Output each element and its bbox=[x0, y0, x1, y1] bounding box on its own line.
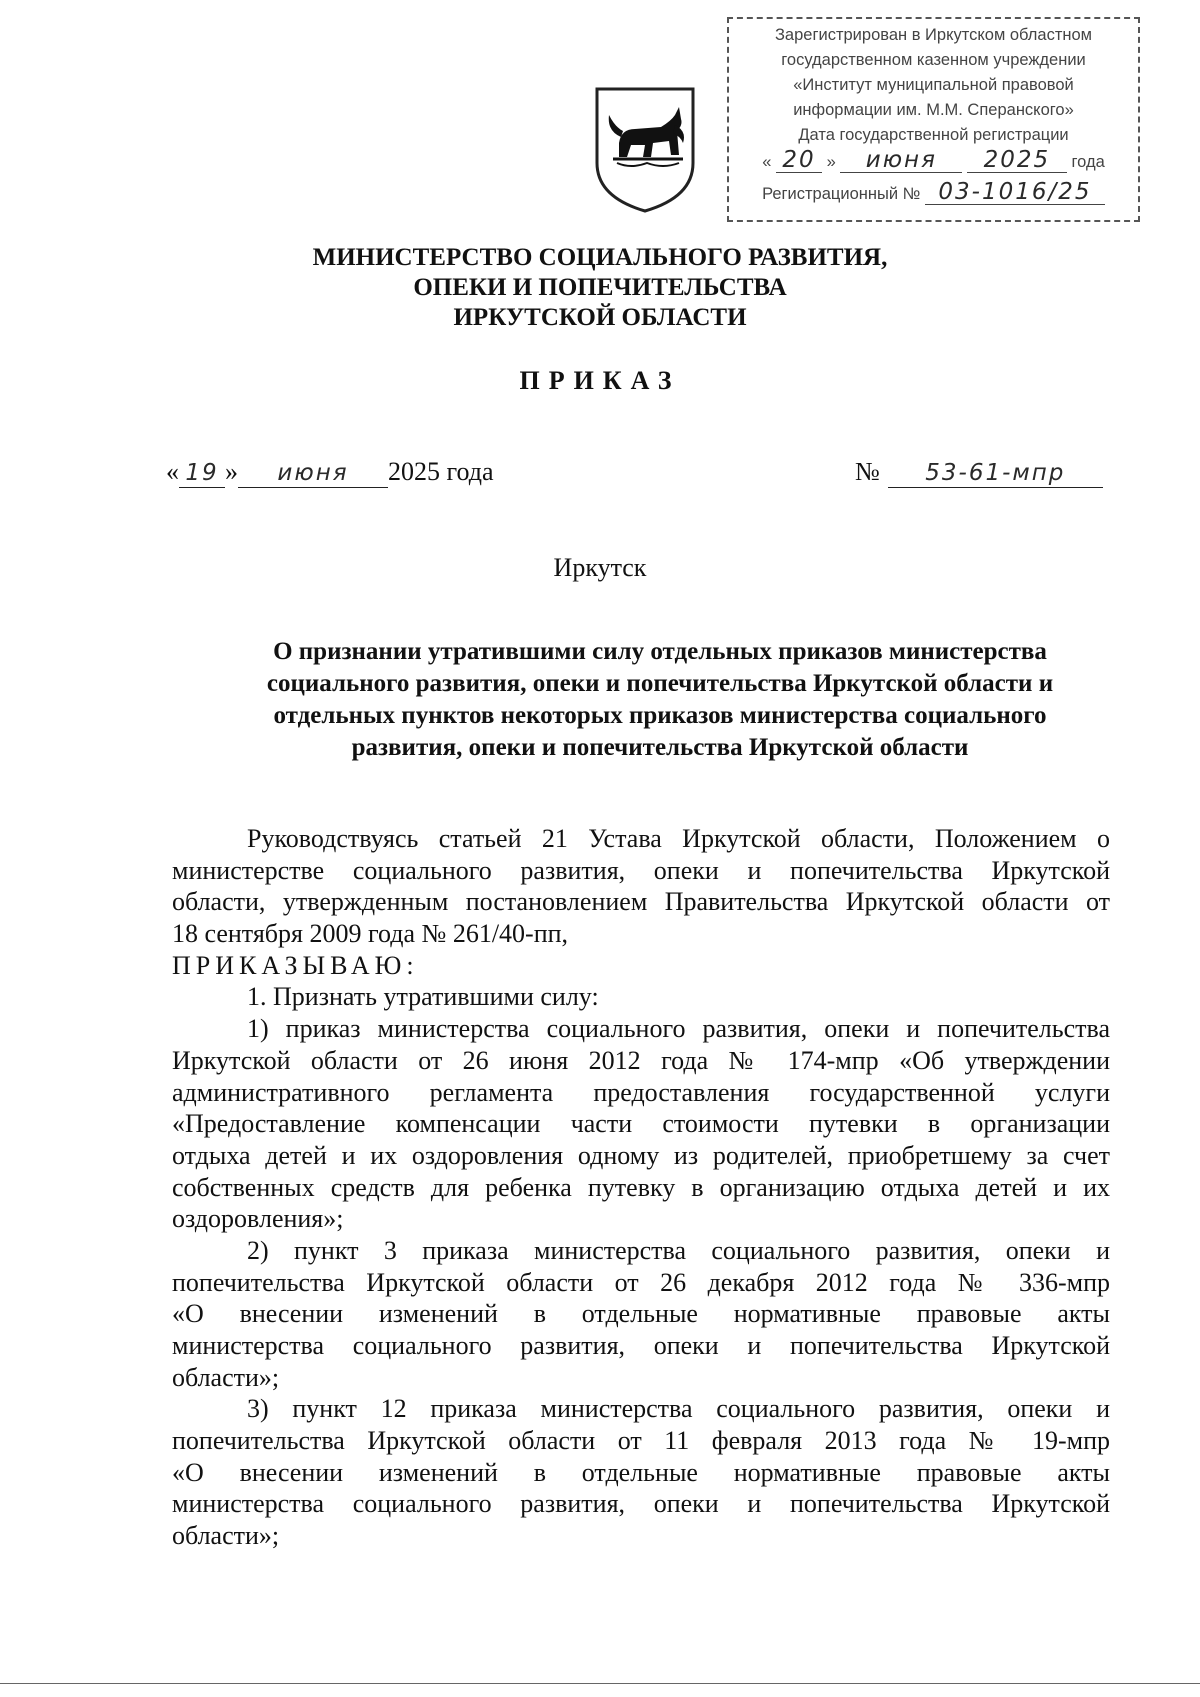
date-month: июня bbox=[238, 459, 388, 488]
stamp-line-registered: Зарегистрирован в Иркутском областном bbox=[774, 26, 1093, 44]
registration-stamp bbox=[727, 17, 1140, 222]
body-line: области, утвержденным постановлением Правительства Иркутской области от bbox=[172, 887, 1110, 917]
body-line: собственных средств для ребенка путевку в организацию отдыха детей и их bbox=[172, 1172, 1110, 1202]
stamp-reg-number: 03-1016/25 bbox=[925, 180, 1105, 205]
order-subject bbox=[200, 636, 1120, 764]
body-line: министерстве социального развития, опеки и попечительства Иркутской bbox=[172, 855, 1110, 885]
order-body bbox=[172, 823, 1110, 1552]
coat-of-arms-emblem bbox=[591, 85, 699, 215]
stamp-line-institute-name: «Институт муниципальной правовой bbox=[793, 76, 1074, 94]
order-number bbox=[855, 457, 1103, 488]
date-open-quote: « bbox=[166, 457, 179, 486]
body-line: попечительства Иркутской области от 26 декабря 2012 года № 336-мпр bbox=[172, 1267, 1110, 1297]
stamp-line-institution: государственном казенном учреждении bbox=[781, 51, 1086, 69]
body-line: «О внесении изменений в отдельные нормативные правовые акты bbox=[172, 1299, 1110, 1329]
body-line: министерства социального развития, опеки и попечительства Иркутской bbox=[172, 1331, 1110, 1360]
order-number-value: 53-61-мпр bbox=[888, 459, 1103, 488]
body-line: отдыха детей и их оздоровления одному из родителей, приобретшему за счет bbox=[172, 1140, 1110, 1170]
date-year: 2025 года bbox=[388, 457, 494, 486]
stamp-line-institute-name-2: информации им. М.М. Сперанского» bbox=[793, 101, 1074, 119]
body-line: «О внесении изменений в отдельные нормативные правовые акты bbox=[172, 1457, 1110, 1487]
order-number-label: № bbox=[855, 457, 880, 486]
stamp-date-suffix: года bbox=[1071, 153, 1105, 171]
body-line: оздоровления»; bbox=[172, 1204, 344, 1234]
subject-line-3: отдельных пунктов некоторых приказов министерства социального bbox=[273, 702, 1047, 729]
subject-line-4: развития, опеки и попечительства Иркутской области bbox=[351, 734, 969, 761]
body-line: 3) пункт 12 приказа министерства социального развития, опеки и bbox=[247, 1394, 1110, 1424]
order-date bbox=[166, 457, 494, 488]
ministry-heading-line-2: ОПЕКИ И ПОПЕЧИТЕЛЬСТВА bbox=[413, 274, 787, 301]
body-line: области»; bbox=[172, 1521, 280, 1551]
stamp-reg-row bbox=[729, 180, 1138, 208]
order-directive: ПРИКАЗЫВАЮ: bbox=[172, 950, 419, 980]
body-line: Иркутской области от 26 июня 2012 года № 174-мпр «Об утверждении bbox=[172, 1045, 1110, 1075]
body-line: области»; bbox=[172, 1362, 280, 1392]
stamp-line-date-label: Дата государственной регистрации bbox=[798, 126, 1069, 144]
page-bottom-rule bbox=[0, 1683, 1200, 1684]
body-line: министерства социального развития, опеки и попечительства Иркутской bbox=[172, 1489, 1110, 1519]
body-line: Руководствуясь статьей 21 Устава Иркутской области, Положением о bbox=[247, 824, 1110, 853]
body-line: попечительства Иркутской области от 11 февраля 2013 года № 19-мпр bbox=[172, 1426, 1110, 1456]
body-line: 18 сентября 2009 года № 261/40-пп, bbox=[172, 919, 569, 949]
body-line: «Предоставление компенсации части стоимости путевки в организации bbox=[172, 1109, 1110, 1139]
ministry-heading-line-3: ИРКУТСКОЙ ОБЛАСТИ bbox=[453, 304, 747, 331]
stamp-date-close-quote: » bbox=[826, 153, 836, 171]
stamp-date-open-quote: « bbox=[762, 153, 772, 171]
ministry-heading bbox=[0, 243, 1200, 333]
body-line: 2) пункт 3 приказа министерства социального развития, опеки и bbox=[247, 1235, 1110, 1265]
city-name: Иркутск bbox=[553, 553, 647, 582]
stamp-date-month: июня bbox=[840, 148, 962, 173]
body-line: административного регламента предоставления государственной услуги bbox=[172, 1077, 1110, 1107]
order-title: ПРИКАЗ bbox=[519, 366, 681, 395]
stamp-date-day: 20 bbox=[776, 148, 822, 173]
stamp-date-row bbox=[729, 148, 1138, 176]
stamp-date-year: 2025 bbox=[967, 148, 1067, 173]
ministry-heading-line-1: МИНИСТЕРСТВО СОЦИАЛЬНОГО РАЗВИТИЯ, bbox=[312, 244, 888, 271]
subject-line-1: О признании утратившими силу отдельных приказов министерства bbox=[273, 638, 1047, 665]
stamp-reg-label: Регистрационный № bbox=[762, 185, 921, 203]
date-close-quote: » bbox=[225, 457, 238, 486]
date-day: 19 bbox=[179, 459, 225, 488]
subject-line-2: социального развития, опеки и попечительства Иркутской области и bbox=[266, 670, 1054, 697]
item-1-heading: 1. Признать утратившими силу: bbox=[247, 982, 599, 1012]
body-line: 1) приказ министерства социального развития, опеки и попечительства bbox=[247, 1014, 1110, 1044]
